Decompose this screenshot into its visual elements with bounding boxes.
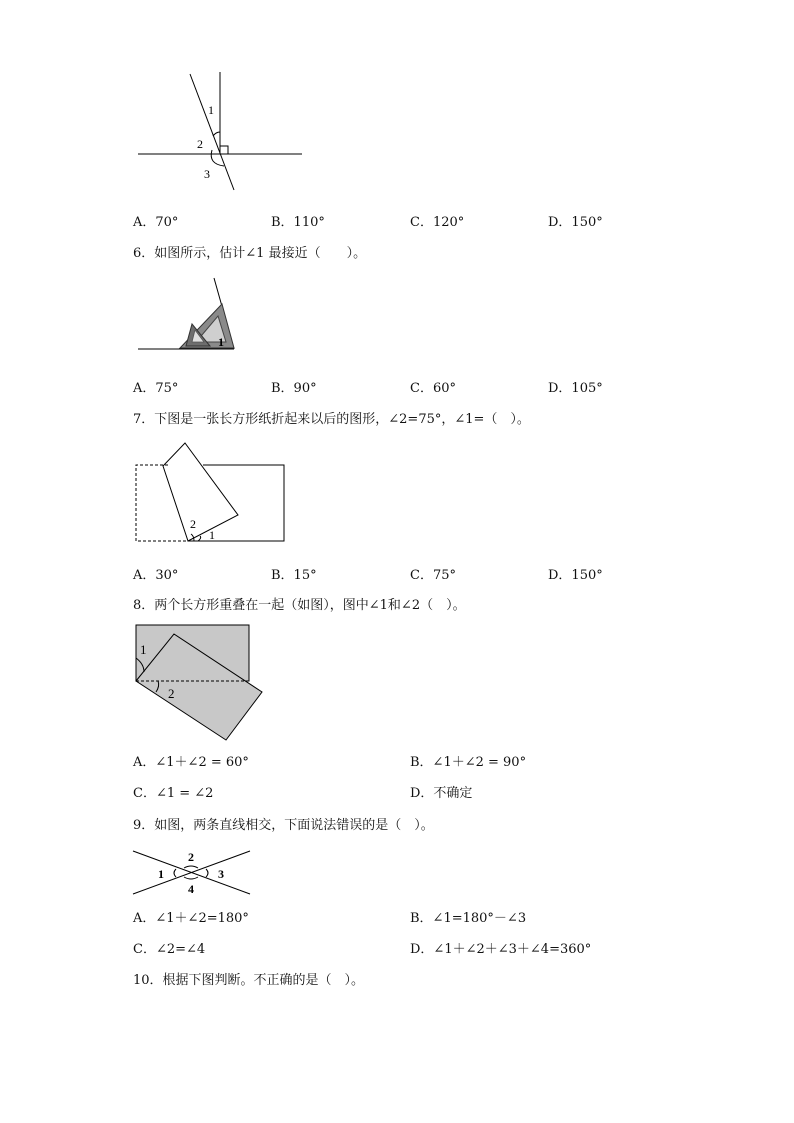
q6-option-b[interactable]: B．90° bbox=[271, 381, 317, 396]
q8-option-d[interactable]: D．不确定 bbox=[410, 786, 473, 801]
q9-label-4: 4 bbox=[188, 882, 194, 896]
q7-option-b[interactable]: B．15° bbox=[271, 568, 317, 583]
q9-label-1: 1 bbox=[158, 867, 164, 881]
q5-option-c[interactable]: C．120° bbox=[410, 215, 465, 230]
q10-question: 10．根据下图判断。不正确的是（ ）。 bbox=[133, 973, 365, 988]
q7-option-d[interactable]: D．150° bbox=[548, 568, 603, 583]
q6-option-a[interactable]: A．75° bbox=[133, 381, 179, 396]
q9-label-2: 2 bbox=[188, 850, 194, 864]
q6-option-d[interactable]: D．105° bbox=[548, 381, 603, 396]
q7-label-2: 2 bbox=[190, 517, 196, 531]
q6-figure bbox=[134, 276, 244, 354]
q8-figure bbox=[130, 622, 270, 746]
q7-option-c[interactable]: C．75° bbox=[410, 568, 456, 583]
q5-option-a[interactable]: A．70° bbox=[133, 215, 179, 230]
q9-option-d[interactable]: D．∠1＋∠2＋∠3＋∠4=360° bbox=[410, 942, 592, 957]
q8-label-1: 1 bbox=[140, 642, 147, 657]
q8-option-c[interactable]: C．∠1 = ∠2 bbox=[133, 786, 214, 801]
q7-label-1: 1 bbox=[209, 528, 215, 542]
q5-option-b[interactable]: B．110° bbox=[271, 215, 325, 230]
q6-question: 6．如图所示，估计∠1 最接近（ ）。 bbox=[133, 246, 367, 261]
q9-figure bbox=[130, 848, 256, 898]
q7-question: 7．下图是一张长方形纸折起来以后的图形，∠2=75°，∠1=（ ）。 bbox=[133, 412, 530, 427]
q9-option-a[interactable]: A．∠1＋∠2=180° bbox=[133, 911, 249, 926]
q5-label-1: 1 bbox=[208, 103, 214, 117]
q8-question: 8．两个长方形重叠在一起（如图），图中∠1和∠2（ ）。 bbox=[133, 598, 466, 613]
q5-option-d[interactable]: D．150° bbox=[548, 215, 603, 230]
q7-figure bbox=[130, 440, 290, 546]
q9-option-c[interactable]: C．∠2=∠4 bbox=[133, 942, 206, 957]
q7-option-a[interactable]: A．30° bbox=[133, 568, 179, 583]
q8-option-b[interactable]: B．∠1＋∠2 = 90° bbox=[410, 755, 527, 770]
q5-label-2: 2 bbox=[197, 137, 203, 151]
q6-label-1: 1 bbox=[218, 335, 224, 349]
q5-figure bbox=[130, 66, 310, 196]
q9-label-3: 3 bbox=[218, 867, 224, 881]
q9-option-b[interactable]: B．∠1=180°－∠3 bbox=[410, 911, 527, 926]
q8-label-2: 2 bbox=[168, 686, 175, 701]
q6-option-c[interactable]: C．60° bbox=[410, 381, 456, 396]
q8-option-a[interactable]: A．∠1＋∠2 = 60° bbox=[133, 755, 249, 770]
q9-question: 9．如图，两条直线相交，下面说法错误的是（ ）。 bbox=[133, 818, 434, 833]
q5-label-3: 3 bbox=[204, 167, 210, 181]
